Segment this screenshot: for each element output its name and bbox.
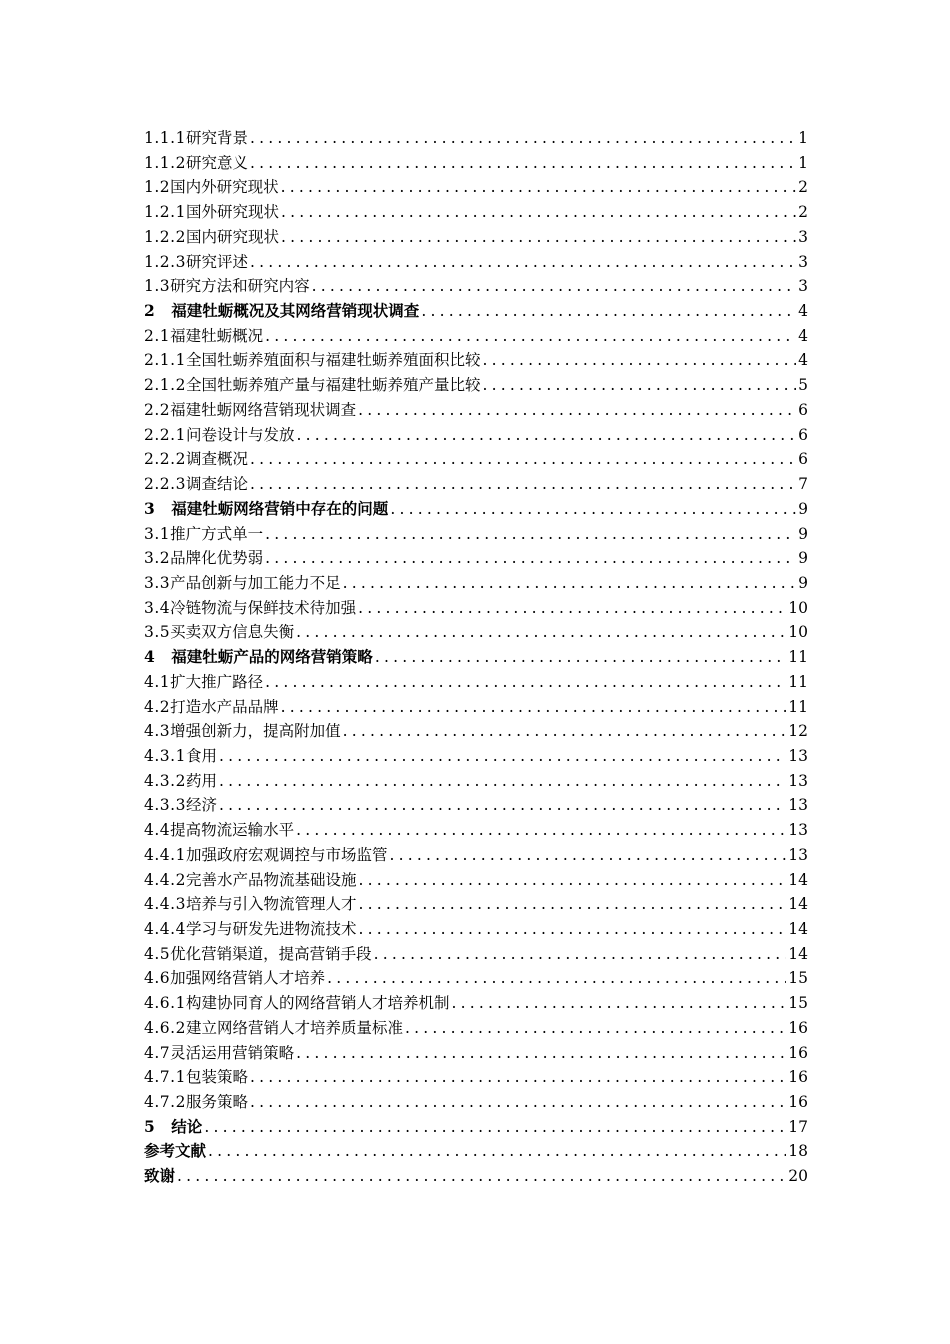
toc-entry[interactable] [144, 670, 808, 695]
toc-page-number: 7 [798, 475, 808, 494]
toc-entry-title: 构建协同育人的网络营销人才培养机制 [185, 994, 450, 1013]
toc-page-number: 9 [798, 573, 808, 592]
toc-entry-number: 4.7.1 [144, 1068, 186, 1087]
table-of-contents [144, 126, 808, 1189]
toc-entry-number: 1.1.1 [144, 129, 186, 147]
toc-entry-number: 2.1 [144, 326, 171, 345]
toc-entry-number: 4.4.1 [144, 845, 186, 864]
toc-page-number: 6 [798, 400, 808, 419]
toc-page-number: 13 [788, 821, 808, 840]
toc-entry-number: 2.2.3 [144, 475, 186, 494]
toc-entry-number: 2.2 [144, 400, 171, 419]
toc-page-number: 4 [798, 326, 808, 345]
toc-dot-leader [219, 769, 786, 794]
toc-dot-leader [327, 966, 786, 991]
toc-page-number: 14 [788, 870, 808, 889]
toc-heading-entry[interactable] [144, 1164, 808, 1189]
toc-entry-number: 3.4 [144, 598, 171, 617]
toc-page-number: 6 [798, 425, 808, 444]
toc-entry-number: 4.3.2 [144, 771, 186, 790]
toc-dot-leader [250, 447, 796, 472]
toc-page-number: 3 [798, 227, 808, 246]
toc-entry[interactable] [144, 250, 808, 275]
toc-entry[interactable] [144, 1065, 808, 1090]
toc-dot-leader [482, 373, 796, 398]
toc-entry-title: 福建牡蛎网络营销现状调查 [170, 400, 357, 419]
toc-entry[interactable] [144, 522, 808, 547]
toc-entry-title: 福建牡蛎网络营销中存在的问题 [171, 498, 389, 518]
toc-page-number: 12 [788, 722, 808, 741]
toc-page-number: 13 [788, 771, 808, 790]
toc-entry-title: 服务策略 [185, 1093, 248, 1112]
toc-entry[interactable] [144, 942, 808, 967]
toc-dot-leader [281, 225, 796, 250]
toc-entry-number: 4.6.1 [144, 994, 186, 1013]
toc-heading-entry[interactable] [144, 1115, 808, 1140]
toc-page-number: 6 [798, 450, 808, 469]
toc-dot-leader [343, 719, 787, 744]
toc-dot-leader [358, 917, 786, 942]
toc-entry-title: 冷链物流与保鲜技术待加强 [170, 598, 357, 617]
toc-entry[interactable] [144, 472, 808, 497]
toc-entry-number: 4.6 [144, 969, 171, 988]
toc-dot-leader [296, 423, 796, 448]
toc-entry-title: 研究背景 [185, 129, 248, 147]
toc-page-number: 13 [788, 746, 808, 765]
toc-entry-title: 问卷设计与发放 [185, 425, 295, 444]
toc-page-number: 13 [788, 845, 808, 864]
toc-dot-leader [390, 497, 796, 522]
toc-page-number: 2 [798, 178, 808, 197]
toc-entry-title: 完善水产品物流基础设施 [185, 870, 357, 889]
toc-dot-leader [265, 324, 796, 349]
toc-entry-title: 福建牡蛎产品的网络营销策略 [171, 647, 373, 667]
toc-page-number: 3 [798, 252, 808, 271]
toc-entry[interactable] [144, 200, 808, 225]
toc-page-number: 11 [788, 697, 808, 716]
toc-entry-title: 灵活运用营销策略 [170, 1043, 295, 1062]
toc-dot-leader [265, 670, 786, 695]
toc-dot-leader [208, 1139, 786, 1164]
toc-entry-number: 2.1.1 [144, 351, 186, 370]
toc-entry-number: 2 [144, 301, 156, 321]
toc-entry-number: 3.1 [144, 524, 171, 543]
toc-entry[interactable] [144, 843, 808, 868]
toc-entry[interactable] [144, 1090, 808, 1115]
toc-page-number: 10 [788, 598, 808, 617]
toc-entry[interactable] [144, 892, 808, 917]
toc-entry[interactable] [144, 991, 808, 1016]
toc-entry-number: 4.1 [144, 672, 171, 691]
toc-entry[interactable] [144, 423, 808, 448]
toc-dot-leader [281, 200, 796, 225]
toc-entry-number: 1.2 [144, 178, 171, 197]
toc-entry[interactable] [144, 1041, 808, 1066]
toc-page-number: 18 [788, 1142, 808, 1161]
toc-dot-leader [250, 1090, 786, 1115]
toc-entry-title: 调查概况 [185, 450, 248, 469]
toc-page-number: 11 [788, 648, 808, 667]
toc-dot-leader [204, 1115, 786, 1140]
toc-dot-leader [250, 151, 796, 176]
toc-entry-title: 加强政府宏观调控与市场监管 [185, 845, 388, 864]
toc-entry-title: 建立网络营销人才培养质量标准 [185, 1018, 403, 1037]
toc-dot-leader [296, 620, 786, 645]
toc-entry-number: 3 [144, 498, 156, 518]
toc-entry-title: 买卖双方信息失衡 [170, 623, 295, 642]
toc-entry[interactable] [144, 175, 808, 200]
toc-entry[interactable] [144, 818, 808, 843]
toc-entry-title: 药用 [185, 771, 217, 790]
toc-dot-leader [296, 818, 786, 843]
toc-page-number: 10 [788, 623, 808, 642]
toc-dot-leader [265, 546, 796, 571]
toc-dot-leader [281, 175, 796, 200]
toc-entry-title: 致谢 [144, 1166, 176, 1186]
toc-entry-title: 研究意义 [185, 153, 248, 172]
toc-entry-title: 产品创新与加工能力不足 [170, 573, 341, 592]
toc-entry-number: 4.4.3 [144, 895, 186, 914]
toc-entry-number: 3.5 [144, 623, 171, 642]
toc-entry-number: 4.7.2 [144, 1093, 186, 1112]
toc-page-number: 17 [788, 1117, 808, 1136]
toc-entry-title: 福建牡蛎概况及其网络营销现状调查 [171, 301, 420, 321]
toc-entry-number: 4.2 [144, 697, 171, 716]
toc-dot-leader [219, 793, 786, 818]
toc-entry[interactable] [144, 225, 808, 250]
toc-entry-title: 品牌化优势弱 [170, 549, 264, 568]
toc-entry[interactable] [144, 348, 808, 373]
toc-entry[interactable] [144, 917, 808, 942]
toc-page-number: 16 [788, 1043, 808, 1062]
toc-entry-number: 4.7 [144, 1043, 171, 1062]
toc-entry[interactable] [144, 373, 808, 398]
toc-entry-number: 5 [144, 1116, 156, 1136]
toc-page-number: 14 [788, 920, 808, 938]
toc-dot-leader [250, 472, 796, 497]
toc-entry-number: 1.2.1 [144, 203, 186, 222]
toc-dot-leader [405, 1016, 786, 1041]
toc-page-number: 9 [798, 499, 808, 518]
toc-entry-number: 2.2.1 [144, 425, 186, 444]
toc-entry[interactable] [144, 719, 808, 744]
toc-dot-leader [482, 348, 796, 373]
toc-dot-leader [358, 892, 786, 917]
toc-entry[interactable] [144, 447, 808, 472]
toc-entry[interactable] [144, 126, 808, 151]
toc-heading-entry[interactable] [144, 1139, 808, 1164]
toc-page-number: 14 [788, 944, 808, 963]
toc-dot-leader [265, 522, 796, 547]
toc-page-number: 5 [798, 376, 808, 395]
toc-dot-leader [250, 126, 796, 151]
toc-dot-leader [358, 868, 786, 893]
toc-page-number: 1 [798, 129, 808, 147]
toc-entry-title: 国外研究现状 [185, 203, 279, 222]
toc-dot-leader [389, 843, 786, 868]
toc-heading-entry[interactable] [144, 299, 808, 324]
toc-entry-number: 4.3.1 [144, 746, 186, 765]
toc-page-number: 4 [798, 351, 808, 370]
toc-dot-leader [281, 695, 787, 720]
toc-dot-leader [296, 1041, 786, 1066]
toc-entry-title: 优化营销渠道，提高营销手段 [170, 944, 372, 963]
toc-dot-leader [219, 744, 786, 769]
toc-entry-number: 4.3.3 [144, 796, 186, 815]
toc-dot-leader [358, 398, 796, 423]
toc-entry-title: 食用 [185, 746, 217, 765]
toc-entry-title: 结论 [171, 1116, 203, 1136]
toc-entry-title: 国内研究现状 [185, 227, 279, 246]
toc-entry[interactable] [144, 793, 808, 818]
toc-entry-title: 学习与研发先进物流技术 [185, 920, 357, 938]
toc-page-number: 16 [788, 1068, 808, 1087]
toc-entry[interactable] [144, 868, 808, 893]
toc-entry[interactable] [144, 571, 808, 596]
toc-page-number: 15 [788, 969, 808, 988]
toc-entry[interactable] [144, 744, 808, 769]
toc-page-number: 4 [798, 302, 808, 321]
toc-page-number: 1 [798, 153, 808, 172]
toc-entry-title: 国内外研究现状 [170, 178, 279, 197]
toc-page-number: 13 [788, 796, 808, 815]
toc-entry[interactable] [144, 274, 808, 299]
toc-entry-number: 2.2.2 [144, 450, 186, 469]
toc-dot-leader [250, 1065, 786, 1090]
toc-entry-title: 参考文献 [144, 1141, 207, 1161]
toc-entry-title: 培养与引入物流管理人才 [185, 895, 357, 914]
toc-entry-number: 1.2.2 [144, 227, 186, 246]
toc-entry-title: 研究方法和研究内容 [170, 277, 310, 296]
toc-entry-title: 经济 [185, 796, 217, 815]
toc-entry-number: 3.2 [144, 549, 171, 568]
toc-page-number: 16 [788, 1018, 808, 1037]
toc-entry-number: 4.3 [144, 722, 171, 741]
toc-page-number: 15 [788, 994, 808, 1013]
toc-entry-number: 1.3 [144, 277, 171, 296]
toc-dot-leader [343, 571, 796, 596]
toc-entry-title: 打造水产品品牌 [170, 697, 279, 716]
toc-entry-number: 4.4.2 [144, 870, 186, 889]
toc-entry[interactable] [144, 546, 808, 571]
toc-page-number: 20 [788, 1167, 808, 1186]
toc-entry-number: 2.1.2 [144, 376, 186, 395]
toc-page-number: 14 [788, 895, 808, 914]
toc-entry-number: 4.4.4 [144, 920, 186, 938]
toc-entry[interactable] [144, 151, 808, 176]
toc-dot-leader [177, 1164, 786, 1189]
toc-entry-number: 3.3 [144, 573, 171, 592]
toc-dot-leader [250, 250, 796, 275]
toc-heading-entry[interactable] [144, 497, 808, 522]
toc-page-number: 2 [798, 203, 808, 222]
toc-dot-leader [375, 645, 786, 670]
toc-entry[interactable] [144, 1016, 808, 1041]
toc-dot-leader [421, 299, 796, 324]
toc-entry[interactable] [144, 324, 808, 349]
toc-entry[interactable] [144, 596, 808, 621]
toc-entry-title: 研究评述 [185, 252, 248, 271]
toc-entry-number: 1.1.2 [144, 153, 186, 172]
toc-dot-leader [451, 991, 786, 1016]
toc-entry-title: 全国牡蛎养殖面积与福建牡蛎养殖面积比较 [185, 351, 481, 370]
toc-entry-number: 4 [144, 647, 156, 667]
toc-entry-title: 全国牡蛎养殖产量与福建牡蛎养殖产量比较 [185, 376, 481, 395]
toc-entry-number: 1.2.3 [144, 252, 186, 271]
toc-entry[interactable] [144, 620, 808, 645]
toc-dot-leader [374, 942, 787, 967]
toc-heading-entry[interactable] [144, 645, 808, 670]
toc-entry-title: 加强网络营销人才培养 [170, 969, 326, 988]
toc-entry[interactable] [144, 769, 808, 794]
toc-entry[interactable] [144, 966, 808, 991]
toc-entry-title: 调查结论 [185, 475, 248, 494]
toc-entry-title: 增强创新力，提高附加值 [170, 722, 341, 741]
toc-page-number: 3 [798, 277, 808, 296]
toc-dot-leader [312, 274, 796, 299]
toc-entry-title: 福建牡蛎概况 [170, 326, 264, 345]
toc-entry-number: 4.5 [144, 944, 171, 963]
toc-entry-number: 4.6.2 [144, 1018, 186, 1037]
toc-entry-title: 包装策略 [185, 1068, 248, 1087]
toc-page-number: 11 [788, 672, 808, 691]
toc-entry-title: 提高物流运输水平 [170, 821, 295, 840]
toc-entry[interactable] [144, 398, 808, 423]
toc-entry[interactable] [144, 695, 808, 720]
toc-entry-title: 扩大推广路径 [170, 672, 264, 691]
toc-page-number: 9 [798, 549, 808, 568]
toc-page-number: 16 [788, 1093, 808, 1112]
toc-entry-title: 推广方式单一 [170, 524, 264, 543]
toc-dot-leader [358, 596, 786, 621]
toc-entry-number: 4.4 [144, 821, 171, 840]
toc-page-number: 9 [798, 524, 808, 543]
